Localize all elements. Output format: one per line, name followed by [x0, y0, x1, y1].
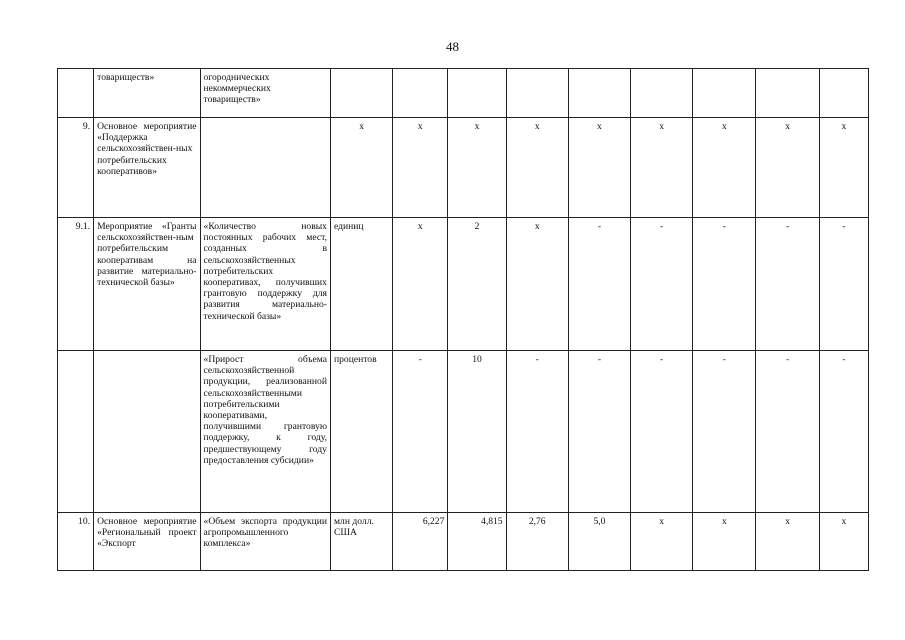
- unit-cell: процентов: [330, 351, 392, 513]
- value-cell: х: [819, 118, 868, 218]
- value-cell: х: [693, 513, 756, 571]
- table-row: [58, 513, 869, 571]
- event-name: Основное мероприятие «Региональный проект «Экспорт: [94, 513, 200, 571]
- indicator-name: [200, 118, 330, 218]
- unit-cell: [330, 69, 392, 118]
- value-cell: х: [568, 118, 630, 218]
- value-cell: х: [693, 118, 756, 218]
- value-cell: 2,76: [506, 513, 568, 571]
- value-cell: 10: [448, 351, 506, 513]
- value-cell: х: [631, 513, 693, 571]
- row-number: 10.: [58, 513, 94, 571]
- unit-cell: единиц: [330, 218, 392, 351]
- value-cell: х: [756, 513, 819, 571]
- value-cell: [631, 69, 693, 118]
- value-cell: х: [393, 118, 448, 218]
- row-number: [58, 69, 94, 118]
- value-cell: 4,815: [448, 513, 506, 571]
- value-cell: [448, 69, 506, 118]
- value-cell: [819, 69, 868, 118]
- value-cell: 2: [448, 218, 506, 351]
- value-cell: -: [693, 218, 756, 351]
- value-cell: [393, 69, 448, 118]
- value-cell: х: [756, 118, 819, 218]
- table-row: [58, 69, 869, 118]
- indicator-name: «Количество новых постоянных рабочих мест, созданных в сельскохозяйственных потребительских кооперативах, получивших грантовую поддержку для развития материально-технической базы»: [200, 218, 330, 351]
- value-cell: 5,0: [568, 513, 630, 571]
- unit-cell: млн долл. США: [330, 513, 392, 571]
- value-cell: -: [693, 351, 756, 513]
- table-row: [58, 218, 869, 351]
- value-cell: -: [506, 351, 568, 513]
- value-cell: -: [631, 218, 693, 351]
- value-cell: -: [819, 351, 868, 513]
- indicator-name: «Прирост объема сельскохозяйственной продукции, реализованной сельскохозяйственными потребительскими кооперативами, получившими грантовую поддержку, к году, предшествующему году предоставления субсидии»: [200, 351, 330, 513]
- value-cell: х: [631, 118, 693, 218]
- value-cell: х: [506, 218, 568, 351]
- event-name: [94, 351, 200, 513]
- row-number: 9.1.: [58, 218, 94, 351]
- page-number: 48: [446, 39, 459, 54]
- indicator-name: огороднических некоммерческих товариществ»: [200, 69, 330, 118]
- row-number: 9.: [58, 118, 94, 218]
- value-cell: [568, 69, 630, 118]
- value-cell: х: [393, 218, 448, 351]
- event-name: Мероприятие «Гранты сельскохозяйствен-ным потребительским кооперативам на развитие материально-технической базы»: [94, 218, 200, 351]
- table-row: [58, 118, 869, 218]
- indicator-name: «Объем экспорта продукции агропромышленного комплекса»: [200, 513, 330, 571]
- value-cell: -: [819, 218, 868, 351]
- value-cell: -: [756, 218, 819, 351]
- value-cell: х: [448, 118, 506, 218]
- value-cell: -: [393, 351, 448, 513]
- table-row: [58, 351, 869, 513]
- value-cell: х: [330, 118, 392, 218]
- event-name: Основное мероприятие «Поддержка сельскохозяйствен-ных потребительских кооперативов»: [94, 118, 200, 218]
- value-cell: х: [819, 513, 868, 571]
- value-cell: [693, 69, 756, 118]
- value-cell: -: [756, 351, 819, 513]
- value-cell: [756, 69, 819, 118]
- event-name: товариществ»: [94, 69, 200, 118]
- value-cell: х: [506, 118, 568, 218]
- value-cell: 6,227: [393, 513, 448, 571]
- row-number: [58, 351, 94, 513]
- value-cell: [506, 69, 568, 118]
- document-table: [57, 68, 869, 571]
- value-cell: -: [631, 351, 693, 513]
- value-cell: -: [568, 218, 630, 351]
- value-cell: -: [568, 351, 630, 513]
